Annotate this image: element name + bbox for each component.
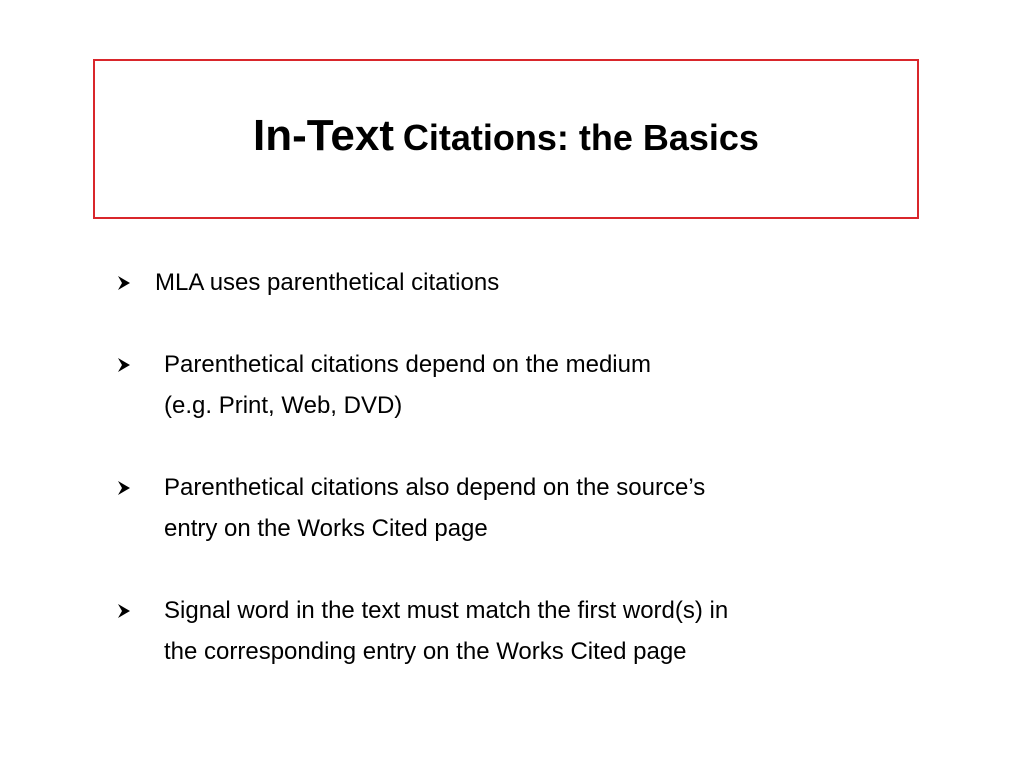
bullet-text bbox=[164, 344, 651, 426]
bullet-line: Parenthetical citations depend on the medium bbox=[164, 351, 651, 378]
slide-title-main: In-Text bbox=[253, 111, 394, 160]
arrow-bullet-icon bbox=[117, 344, 135, 385]
bullet-text bbox=[164, 467, 705, 549]
bullet-line: Parenthetical citations also depend on the source’s bbox=[164, 474, 706, 501]
title-box bbox=[93, 59, 919, 219]
bullet-item bbox=[117, 467, 917, 549]
bullet-line: MLA uses parenthetical citations bbox=[155, 269, 500, 296]
arrow-bullet-icon bbox=[117, 467, 135, 508]
arrow-bullet-icon bbox=[117, 262, 135, 303]
bullet-list bbox=[117, 262, 917, 672]
bullet-line: the corresponding entry on the Works Cited page bbox=[164, 638, 687, 665]
bullet-line: Signal word in the text must match the first word(s) in bbox=[164, 597, 729, 624]
slide-title bbox=[253, 111, 759, 160]
bullet-line: entry on the Works Cited page bbox=[164, 515, 488, 542]
bullet-text bbox=[155, 262, 499, 303]
slide-title-sub: Citations: the Basics bbox=[402, 117, 759, 158]
bullet-item bbox=[117, 344, 917, 426]
bullet-text bbox=[164, 590, 728, 672]
bullet-item bbox=[117, 262, 917, 303]
arrow-bullet-icon bbox=[117, 590, 135, 631]
bullet-item bbox=[117, 590, 917, 672]
bullet-line: (e.g. Print, Web, DVD) bbox=[164, 392, 403, 419]
